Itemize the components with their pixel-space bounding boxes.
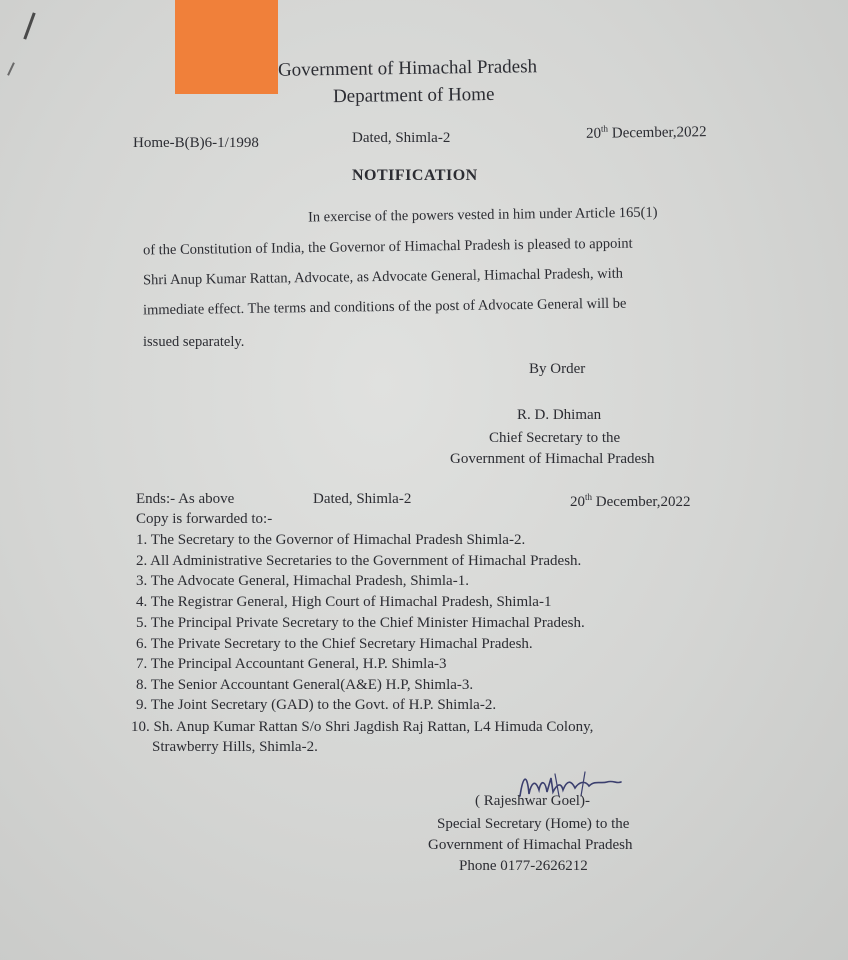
notification-title: NOTIFICATION: [352, 167, 478, 184]
signatory-name: ( Rajeshwar Goel)-: [475, 793, 590, 809]
notification-date: 20th December,2022: [585, 123, 707, 142]
dept-heading-line1: Government of Himachal Pradesh: [277, 56, 538, 81]
signatory-designation-1: Special Secretary (Home) to the: [437, 816, 630, 832]
dated-place: Dated, Shimla-2: [352, 130, 451, 146]
file-number: Home-B(B)6-1/1998: [133, 135, 259, 151]
endorsement-date: 20th December,2022: [570, 492, 691, 510]
endorsement-dated: Dated, Shimla-2: [313, 491, 412, 507]
copy-forwarded-line: Copy is forwarded to:-: [136, 511, 273, 527]
recipient-item: 2. All Administrative Secretaries to the Government of Himachal Pradesh.: [136, 553, 582, 569]
recipient-item: 6. The Private Secretary to the Chief Secretary Himachal Pradesh.: [136, 636, 533, 652]
order-designation-2: Government of Himachal Pradesh: [450, 451, 655, 467]
body-line-1: In exercise of the powers vested in him under Article 165(1): [307, 204, 658, 226]
recipient-item: 5. The Principal Private Secretary to the Chief Minister Himachal Pradesh.: [136, 615, 585, 631]
order-signatory-name: R. D. Dhiman: [517, 407, 602, 423]
body-line-3: Shri Anup Kumar Rattan, Advocate, as Advocate General, Himachal Pradesh, with: [142, 265, 624, 289]
recipient-item-continued: Strawberry Hills, Shimla-2.: [152, 739, 318, 755]
body-line-2: of the Constitution of India, the Governor of Himachal Pradesh is pleased to appoint: [142, 235, 633, 259]
recipient-item: 7. The Principal Accountant General, H.P. Shimla-3: [136, 656, 447, 672]
ends-line: Ends:- As above: [136, 491, 235, 507]
by-order: By Order: [529, 361, 586, 377]
body-line-4: immediate effect. The terms and conditions of the post of Advocate General will be: [142, 295, 627, 319]
pen-mark-small: [7, 62, 15, 76]
order-designation-1: Chief Secretary to the: [489, 430, 621, 446]
recipient-item: 8. The Senior Accountant General(A&E) H.P, Shimla-3.: [136, 677, 474, 693]
recipient-item: 9. The Joint Secretary (GAD) to the Govt. of H.P. Shimla-2.: [136, 697, 497, 713]
body-line-5: issued separately.: [143, 334, 245, 350]
pen-mark: [23, 12, 35, 39]
recipient-item: 10. Sh. Anup Kumar Rattan S/o Shri Jagdish Raj Rattan, L4 Himuda Colony,: [131, 719, 594, 735]
dept-heading-line2: Department of Home: [332, 83, 495, 108]
signatory-designation-2: Government of Himachal Pradesh: [428, 837, 633, 853]
orange-sticky-tab: [175, 0, 278, 94]
recipient-item: 1. The Secretary to the Governor of Himachal Pradesh Shimla-2.: [136, 532, 526, 548]
recipient-item: 4. The Registrar General, High Court of Himachal Pradesh, Shimla-1: [136, 594, 552, 610]
signatory-phone: Phone 0177-2626212: [459, 858, 588, 874]
recipient-item: 3. The Advocate General, Himachal Pradesh, Shimla-1.: [136, 573, 469, 589]
